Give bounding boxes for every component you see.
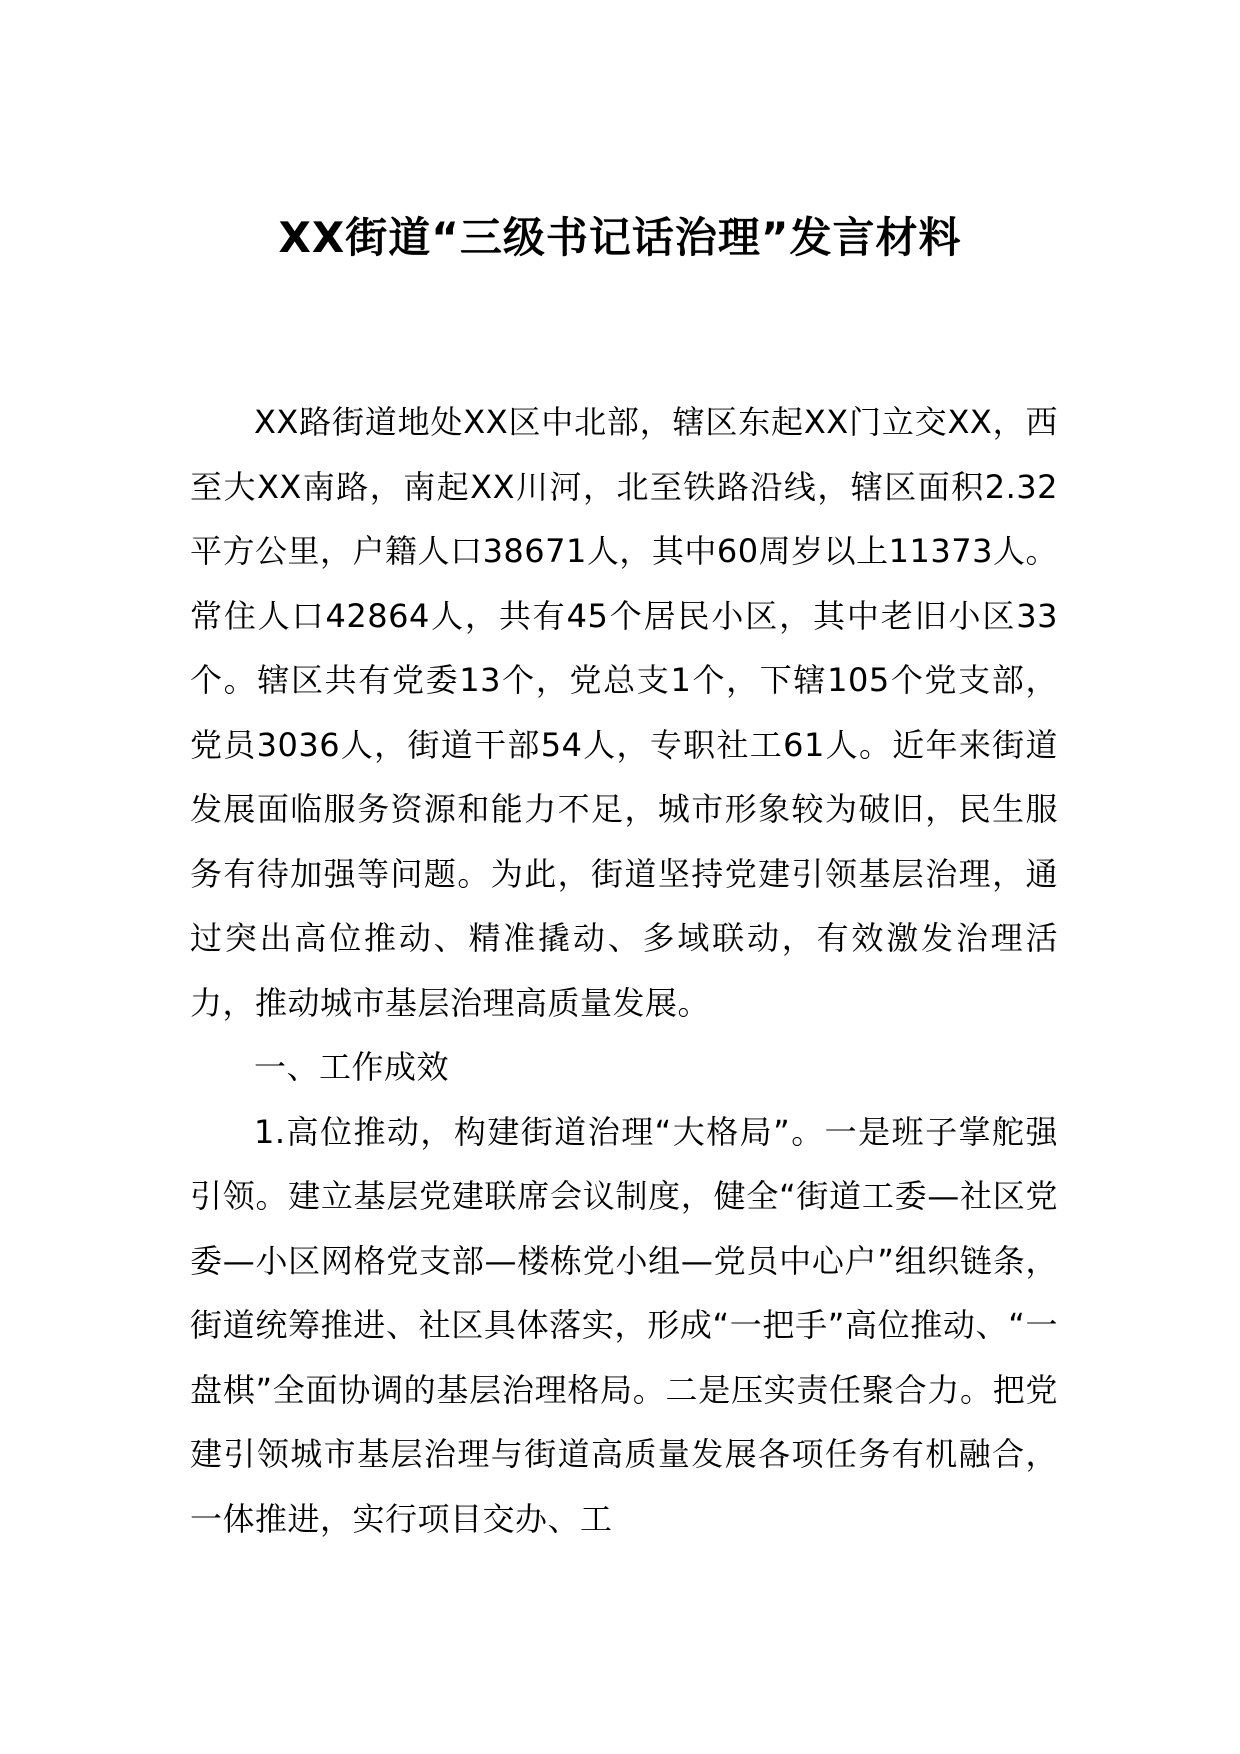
paragraph-high-level-promotion: 1.高位推动，构建街道治理“大格局”。一是班子掌舵强引领。建立基层党建联席会议制度，健全“街道工委—社区党委—小区网格党支部—楼栋党小组—党员中心户”组织链条，街道统筹推进、社区具体落实，形成“一把手”高位推动、“一盘棋”全面协调的基层治理格局。二是压实责任聚合力。把党建引领城市基层治理与街道高质量发展各项任务有机融合，一体推进，实行项目交办、工: [190, 1112, 1058, 1538]
document-body: [190, 390, 1058, 1551]
section-heading-work-results: 一、工作成效: [254, 1048, 450, 1086]
document-title: XX街道“三级书记话治理”发言材料: [278, 213, 962, 262]
paragraph-intro: XX路街道地处XX区中北部，辖区东起XX门立交XX，西至大XX南路，南起XX川河，北至铁路沿线，辖区面积2.32平方公里，户籍人口38671人，其中60周岁以上11373人。常住人口42864人，共有45个居民小区，其中老旧小区33个。辖区共有党委13个，党总支1个，下辖105个党支部，党员3036人，街道干部54人，专职社工61人。近年来街道发展面临服务资源和能力不足，城市形象较为破旧，民生服务有待加强等问题。为此，街道坚持党建引领基层治理，通过突出高位推动、精准撬动、多域联动，有效激发治理活力，推动城市基层治理高质量发展。: [190, 403, 1058, 1022]
